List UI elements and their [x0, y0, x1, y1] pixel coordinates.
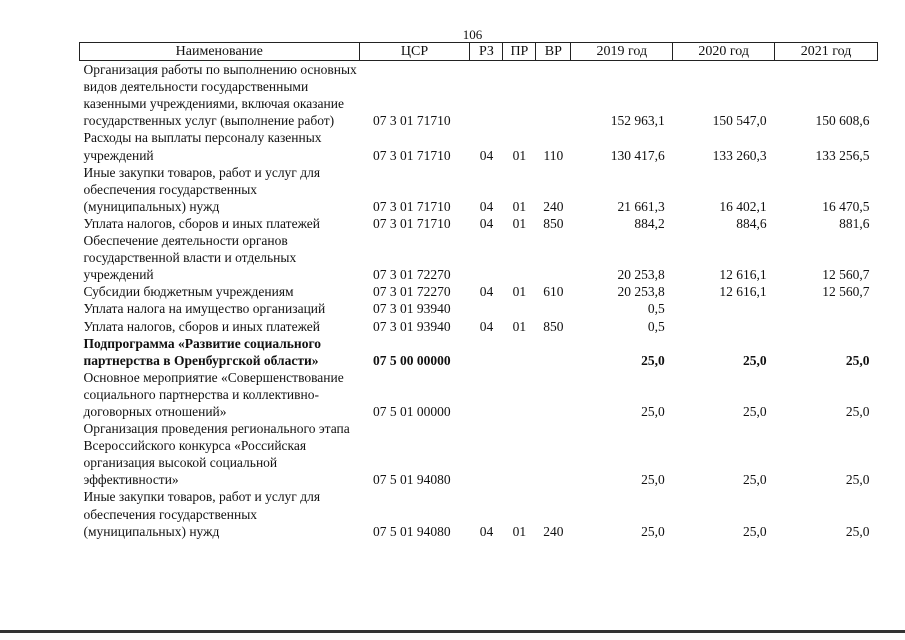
- row-name: Уплата налога на имущество организаций: [83, 301, 326, 317]
- row-csr: 07 3 01 93940: [373, 301, 451, 317]
- row-value-2019: 21 661,3: [617, 198, 665, 214]
- row-rz: 04: [479, 318, 494, 334]
- row-vr: 240: [543, 523, 564, 539]
- row-csr: 07 5 01 94080: [373, 523, 451, 539]
- table-row: [80, 129, 878, 163]
- row-vr: [536, 300, 571, 317]
- table-row: [80, 283, 878, 300]
- table-row: [80, 300, 878, 317]
- row-rz: [470, 300, 503, 317]
- row-name: Организация работы по выполнению основных видов деятельности государственными казенными учреждениями, включая оказание государственных услуг (выполнение работ): [83, 62, 357, 129]
- row-value-2020: 150 547,0: [712, 113, 767, 129]
- row-name: Расходы на выплаты персоналу казенных учреждений: [83, 130, 322, 163]
- row-value-2021: 25,0: [845, 523, 870, 539]
- row-value-2021: 16 470,5: [822, 198, 870, 214]
- table-row: [80, 164, 878, 215]
- row-csr: 07 3 01 71710: [373, 113, 451, 129]
- row-value-2019: 20 253,8: [617, 284, 665, 300]
- row-pr: 01: [512, 523, 527, 539]
- row-value-2020: 25,0: [742, 472, 767, 488]
- table-row: [80, 420, 878, 488]
- row-vr: [536, 61, 571, 130]
- row-pr: [503, 61, 536, 130]
- row-value-2021: 150 608,6: [815, 113, 870, 129]
- table-row: [80, 318, 878, 335]
- row-name: Уплата налогов, сборов и иных платежей: [83, 318, 320, 334]
- row-name: Иные закупки товаров, работ и услуг для обеспечения государственных (муниципальных) нужд: [83, 489, 321, 539]
- row-rz: 04: [479, 198, 494, 214]
- row-rz: [470, 232, 503, 283]
- row-csr: 07 3 01 71710: [373, 147, 451, 163]
- row-value-2019: 25,0: [641, 523, 665, 539]
- table-row: [80, 61, 878, 130]
- row-csr: 07 3 01 72270: [373, 267, 451, 283]
- row-value-2019: 0,5: [647, 301, 665, 317]
- table-row: [80, 232, 878, 283]
- row-value-2019: 25,0: [641, 352, 665, 368]
- header-name: Наименование: [80, 43, 360, 61]
- row-value-2021: 25,0: [845, 352, 870, 368]
- row-csr: 07 3 01 72270: [373, 284, 451, 300]
- row-vr: [536, 369, 571, 420]
- row-csr: 07 3 01 71710: [373, 198, 451, 214]
- row-value-2019: 130 417,6: [610, 147, 665, 163]
- row-vr: 240: [543, 198, 564, 214]
- row-value-2020: 25,0: [742, 352, 767, 368]
- row-name: Организация проведения регионального этапа Всероссийского конкурса «Российская организация высокой социальной эффективности»: [83, 421, 350, 488]
- header-rz: РЗ: [470, 43, 503, 61]
- row-vr: 850: [543, 215, 564, 231]
- row-csr: 07 3 01 71710: [373, 215, 451, 231]
- row-value-2019: 0,5: [647, 318, 665, 334]
- row-rz: 04: [479, 215, 494, 231]
- row-pr: [503, 335, 536, 369]
- row-pr: [503, 369, 536, 420]
- row-pr: 01: [512, 198, 527, 214]
- row-rz: 04: [479, 284, 494, 300]
- row-pr: 01: [512, 147, 527, 163]
- row-vr: [536, 232, 571, 283]
- row-name: Подпрограмма «Развитие социального партнерства в Оренбургской области»: [83, 335, 322, 368]
- header-2021: 2021 год: [775, 43, 878, 61]
- row-value-2020: [673, 318, 775, 335]
- row-value-2021: 25,0: [845, 403, 870, 419]
- table-row: [80, 488, 878, 539]
- row-csr: 07 3 01 93940: [373, 318, 451, 334]
- row-rz: [470, 420, 503, 488]
- row-value-2021: [775, 300, 878, 317]
- row-rz: 04: [479, 523, 494, 539]
- row-pr: 01: [512, 284, 527, 300]
- row-pr: [503, 232, 536, 283]
- row-vr: [536, 335, 571, 369]
- row-csr: 07 5 01 00000: [373, 403, 451, 419]
- row-value-2019: 152 963,1: [610, 113, 665, 129]
- row-value-2020: 12 616,1: [719, 284, 767, 300]
- row-value-2021: 12 560,7: [822, 284, 870, 300]
- row-value-2021: 881,6: [839, 215, 870, 231]
- row-value-2020: [673, 300, 775, 317]
- table-row: [80, 369, 878, 420]
- row-rz: [470, 335, 503, 369]
- header-pr: ПР: [503, 43, 536, 61]
- row-value-2019: 884,2: [634, 215, 665, 231]
- row-value-2020: 12 616,1: [719, 267, 767, 283]
- row-vr: [536, 420, 571, 488]
- row-value-2020: 884,6: [736, 215, 767, 231]
- row-name: Уплата налогов, сборов и иных платежей: [83, 215, 320, 231]
- row-value-2020: 25,0: [742, 403, 767, 419]
- row-rz: [470, 369, 503, 420]
- row-name: Основное мероприятие «Совершенствование социального партнерства и коллективно-договорных отношений»: [83, 369, 344, 419]
- row-value-2020: 16 402,1: [719, 198, 767, 214]
- row-vr: 610: [543, 284, 564, 300]
- row-value-2021: 133 256,5: [815, 147, 870, 163]
- row-name: Субсидии бюджетным учреждениям: [83, 284, 294, 300]
- row-value-2021: 25,0: [845, 472, 870, 488]
- row-rz: 04: [479, 147, 494, 163]
- row-value-2020: 25,0: [742, 523, 767, 539]
- row-value-2019: 25,0: [641, 472, 665, 488]
- row-value-2019: 25,0: [641, 403, 665, 419]
- page-number: 106: [462, 27, 483, 42]
- row-name: Обеспечение деятельности органов государственной власти и отдельных учреждений: [83, 233, 297, 283]
- table-row: [80, 215, 878, 232]
- row-csr: 07 5 01 94080: [373, 472, 451, 488]
- row-value-2021: [775, 318, 878, 335]
- page-bottom-border: [0, 630, 905, 633]
- header-vr: ВР: [536, 43, 571, 61]
- row-rz: [470, 61, 503, 130]
- row-value-2021: 12 560,7: [822, 267, 870, 283]
- row-name: Иные закупки товаров, работ и услуг для обеспечения государственных (муниципальных) нужд: [83, 164, 321, 214]
- header-2019: 2019 год: [571, 43, 673, 61]
- table-header-row: [80, 43, 878, 61]
- row-pr: [503, 420, 536, 488]
- row-pr: 01: [512, 318, 527, 334]
- row-csr: 07 5 00 00000: [373, 352, 451, 368]
- row-value-2020: 133 260,3: [712, 147, 767, 163]
- row-pr: [503, 300, 536, 317]
- row-value-2019: 20 253,8: [617, 267, 665, 283]
- table-row: [80, 335, 878, 369]
- row-vr: 110: [543, 147, 564, 163]
- header-2020: 2020 год: [673, 43, 775, 61]
- row-pr: 01: [512, 215, 527, 231]
- budget-table: [79, 42, 878, 540]
- header-csr: ЦСР: [359, 43, 470, 61]
- row-vr: 850: [543, 318, 564, 334]
